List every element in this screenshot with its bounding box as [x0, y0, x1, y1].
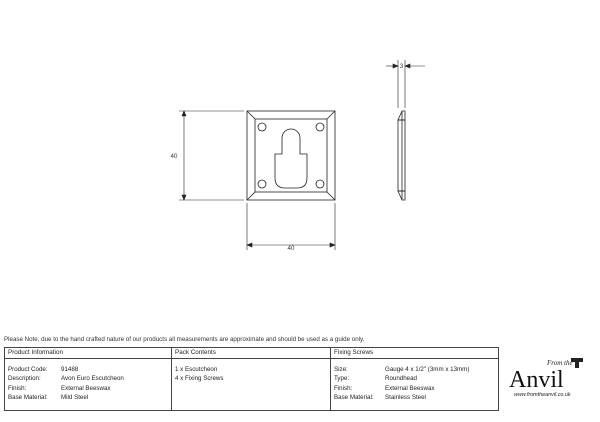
escutcheon-front-view: [247, 111, 335, 200]
table-row: [8, 384, 171, 393]
row-value: External Beeswax: [61, 384, 111, 392]
logo-tagline: From the: [547, 359, 573, 367]
screw-hole-top-right: [316, 123, 324, 131]
pack-item: 1 x Escutcheon: [175, 366, 218, 373]
specification-table: [4, 347, 499, 411]
width-dimension-label: 40: [287, 245, 295, 252]
fixing-screws-heading: Fixing Screws: [331, 348, 498, 359]
row-value: External Beeswax: [385, 384, 435, 392]
row-value: Roundhead: [385, 375, 417, 383]
table-row: [8, 365, 171, 374]
row-key: Description:: [8, 375, 41, 383]
table-row: [8, 393, 171, 402]
table-row: [334, 384, 498, 393]
logo-brand: Anvil: [509, 367, 564, 393]
escutcheon-side-view: [398, 111, 405, 200]
pack-item: 4 x Fixing Screws: [175, 375, 224, 383]
table-row: [334, 393, 498, 402]
measurement-disclaimer: Please Note, due to the hand crafted nature of our products all measurements are approximate and should be used as a guide only.: [4, 336, 365, 343]
row-key: Base Material:: [334, 393, 374, 401]
row-key: Finish:: [8, 384, 27, 392]
thickness-dimension: [386, 60, 425, 108]
pack-contents-heading: Pack Contents: [172, 348, 330, 359]
row-value: Avon Euro Escutcheon: [61, 375, 124, 383]
width-dimension: [247, 203, 335, 250]
hammer-icon: [571, 358, 583, 368]
row-value: 91488: [61, 366, 79, 373]
logo-url: www.fromtheanvil.co.uk: [514, 392, 571, 398]
height-dimension: [179, 111, 244, 200]
screw-hole-bottom-left: [258, 180, 266, 188]
thickness-dimension-label: 3: [399, 63, 404, 70]
product-information-heading: Product Information: [5, 348, 171, 359]
product-information-column: [5, 348, 172, 410]
row-value: Stainless Steel: [385, 393, 426, 401]
table-row: [8, 374, 171, 383]
row-key: Finish:: [334, 384, 353, 392]
table-row: [334, 365, 498, 374]
row-value: Mild Steel: [61, 393, 89, 401]
fixing-screws-column: [331, 348, 498, 410]
row-value: Gauge 4 x 1/2" (3mm x 13mm): [385, 366, 470, 373]
row-key: Type:: [334, 375, 350, 383]
height-dimension-label: 40: [170, 153, 178, 160]
table-row: [334, 374, 498, 383]
row-key: Product Code:: [8, 366, 48, 373]
euro-cylinder-keyhole: [275, 129, 307, 188]
screw-hole-bottom-right: [316, 180, 324, 188]
row-key: Base Material:: [8, 393, 48, 401]
from-the-anvil-logo: [505, 354, 595, 408]
list-item: [175, 365, 330, 374]
row-key: Size:: [334, 366, 348, 373]
list-item: [175, 374, 330, 383]
screw-hole-top-left: [258, 123, 266, 131]
pack-contents-column: [172, 348, 331, 410]
